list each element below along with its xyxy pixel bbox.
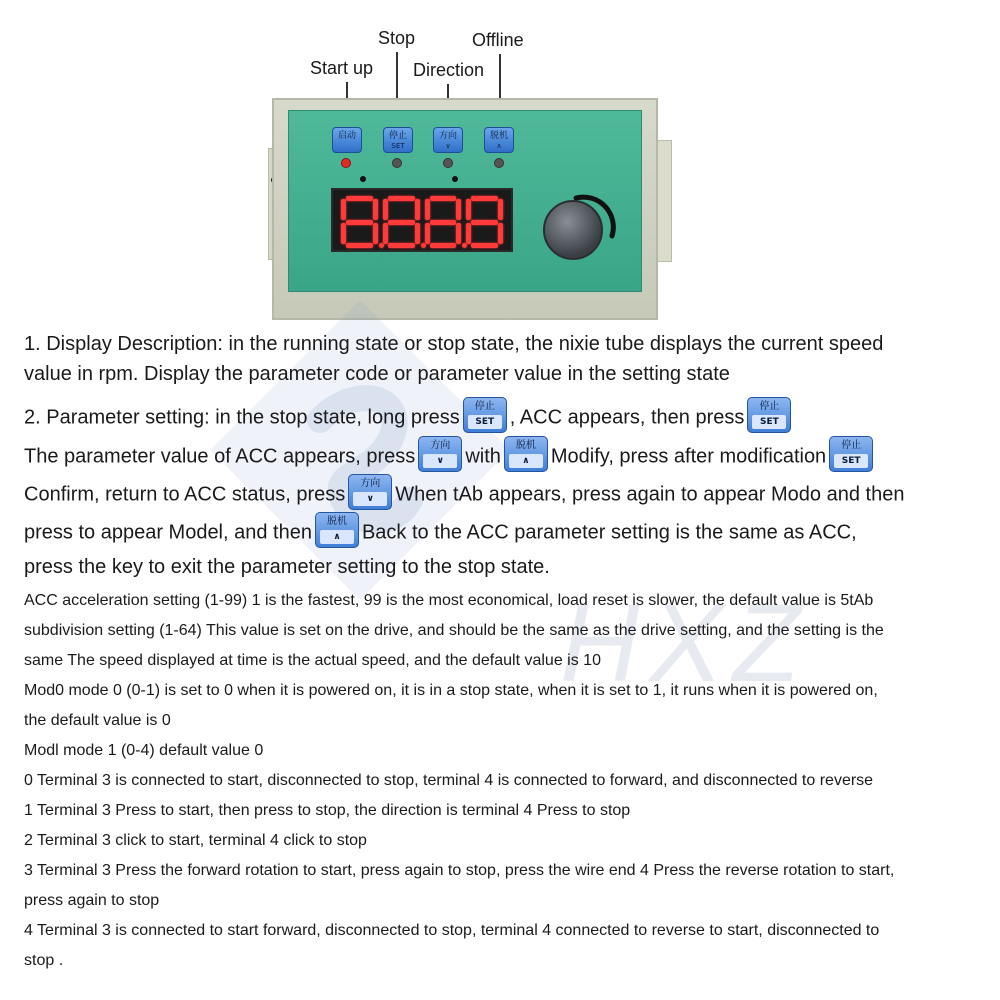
detail-line: Modl mode 1 (0-4) default value 0 bbox=[24, 742, 264, 759]
detail-line: Mod0 mode 0 (0-1) is set to 0 when it is powered on, it is in a stop state, when it is set to 1, it runs when it is powered on, bbox=[24, 682, 878, 699]
speed-knob[interactable] bbox=[543, 200, 603, 260]
offline-key-icon: 脱机 ∧ bbox=[504, 436, 548, 472]
detail-line: 4 Terminal 3 is connected to start forward, disconnected to stop, terminal 4 connected to reverse to start, disconnected to bbox=[24, 922, 880, 939]
indicator-dot bbox=[360, 176, 366, 182]
direction-button[interactable] bbox=[433, 127, 463, 153]
stop-set-key-icon: 停止 SET bbox=[829, 436, 873, 472]
direction-button-label: 方向 bbox=[438, 131, 457, 141]
display-digit bbox=[341, 196, 378, 244]
callout-direction: Direction bbox=[413, 60, 485, 80]
detail-line: subdivision setting (1-64) This value is set on the drive, and should be the same as the drive setting, and the setting is the bbox=[24, 622, 884, 639]
stop-button-label: 停止 bbox=[388, 131, 407, 141]
offline-key-icon: 脱机 ∧ bbox=[315, 512, 359, 548]
display-digit bbox=[383, 196, 420, 244]
stop-led bbox=[392, 158, 402, 168]
direction-key-icon: 方向 ∨ bbox=[418, 436, 462, 472]
chevron-down-icon: ∨ bbox=[445, 142, 451, 150]
detail-line: same The speed displayed at time is the actual speed, and the default value is 10 bbox=[24, 652, 601, 669]
start-button[interactable] bbox=[332, 127, 362, 153]
nixie-display bbox=[331, 188, 513, 252]
parameter-setting-line2: The parameter value of ACC appears, press 方向 ∨ with 脱机 ∧ Modify, press after modification 停止 SET bbox=[24, 439, 876, 475]
display-digit bbox=[425, 196, 462, 244]
detail-line: 2 Terminal 3 click to start, terminal 4 click to stop bbox=[24, 832, 367, 849]
direction-key-icon: 方向 ∨ bbox=[348, 474, 392, 510]
display-description-line2: value in rpm. Display the parameter code or parameter value in the setting state bbox=[24, 363, 730, 385]
callout-offline: Offline bbox=[472, 30, 524, 50]
detail-line: 0 Terminal 3 is connected to start, disconnected to stop, terminal 4 is connected to forward, and disconnected to reverse bbox=[24, 772, 874, 789]
detail-line: 3 Terminal 3 Press the forward rotation to start, press again to stop, press the wire end 4 Press the reverse rotation to start, bbox=[24, 862, 895, 879]
detail-line: stop . bbox=[24, 952, 64, 969]
watermark-text: HXZ bbox=[560, 582, 810, 705]
chevron-up-icon: ∧ bbox=[496, 142, 502, 150]
parameter-setting-line1: 2. Parameter setting: in the stop state, long press 停止 SET , ACC appears, then press 停止 SET bbox=[24, 400, 794, 436]
direction-led bbox=[443, 158, 453, 168]
stop-set-key-icon: 停止 SET bbox=[463, 397, 507, 433]
offline-button-label: 脱机 bbox=[489, 131, 508, 141]
display-description-line1: 1. Display Description: in the running state or stop state, the nixie tube displays the current speed bbox=[24, 333, 884, 355]
device-photo bbox=[0, 0, 1000, 330]
callout-start-up: Start up bbox=[310, 58, 374, 78]
parameter-setting-line3: Confirm, return to ACC status, press 方向 ∨ When tAb appears, press again to appear Modo and then bbox=[24, 477, 904, 513]
set-label: SET bbox=[391, 142, 405, 150]
parameter-setting-line4: press to appear Model, and then 脱机 ∧ Back to the ACC parameter setting is the same as ACC, bbox=[24, 515, 857, 551]
detail-line: the default value is 0 bbox=[24, 712, 171, 729]
offline-led bbox=[494, 158, 504, 168]
stop-set-key-icon: 停止 SET bbox=[747, 397, 791, 433]
stop-set-button[interactable] bbox=[383, 127, 413, 153]
detail-line: 1 Terminal 3 Press to start, then press to stop, the direction is terminal 4 Press to stop bbox=[24, 802, 631, 819]
indicator-dot bbox=[452, 176, 458, 182]
start-button-label: 启动 bbox=[337, 131, 356, 141]
display-digit bbox=[466, 196, 503, 244]
parameter-setting-line5: press the key to exit the parameter setting to the stop state. bbox=[24, 556, 550, 578]
offline-button[interactable] bbox=[484, 127, 514, 153]
detail-line: press again to stop bbox=[24, 892, 160, 909]
detail-line: ACC acceleration setting (1-99) 1 is the fastest, 99 is the most economical, load reset is slower, the default value is 5tAb bbox=[24, 592, 874, 609]
start-led bbox=[341, 158, 351, 168]
callout-stop: Stop bbox=[378, 28, 416, 48]
